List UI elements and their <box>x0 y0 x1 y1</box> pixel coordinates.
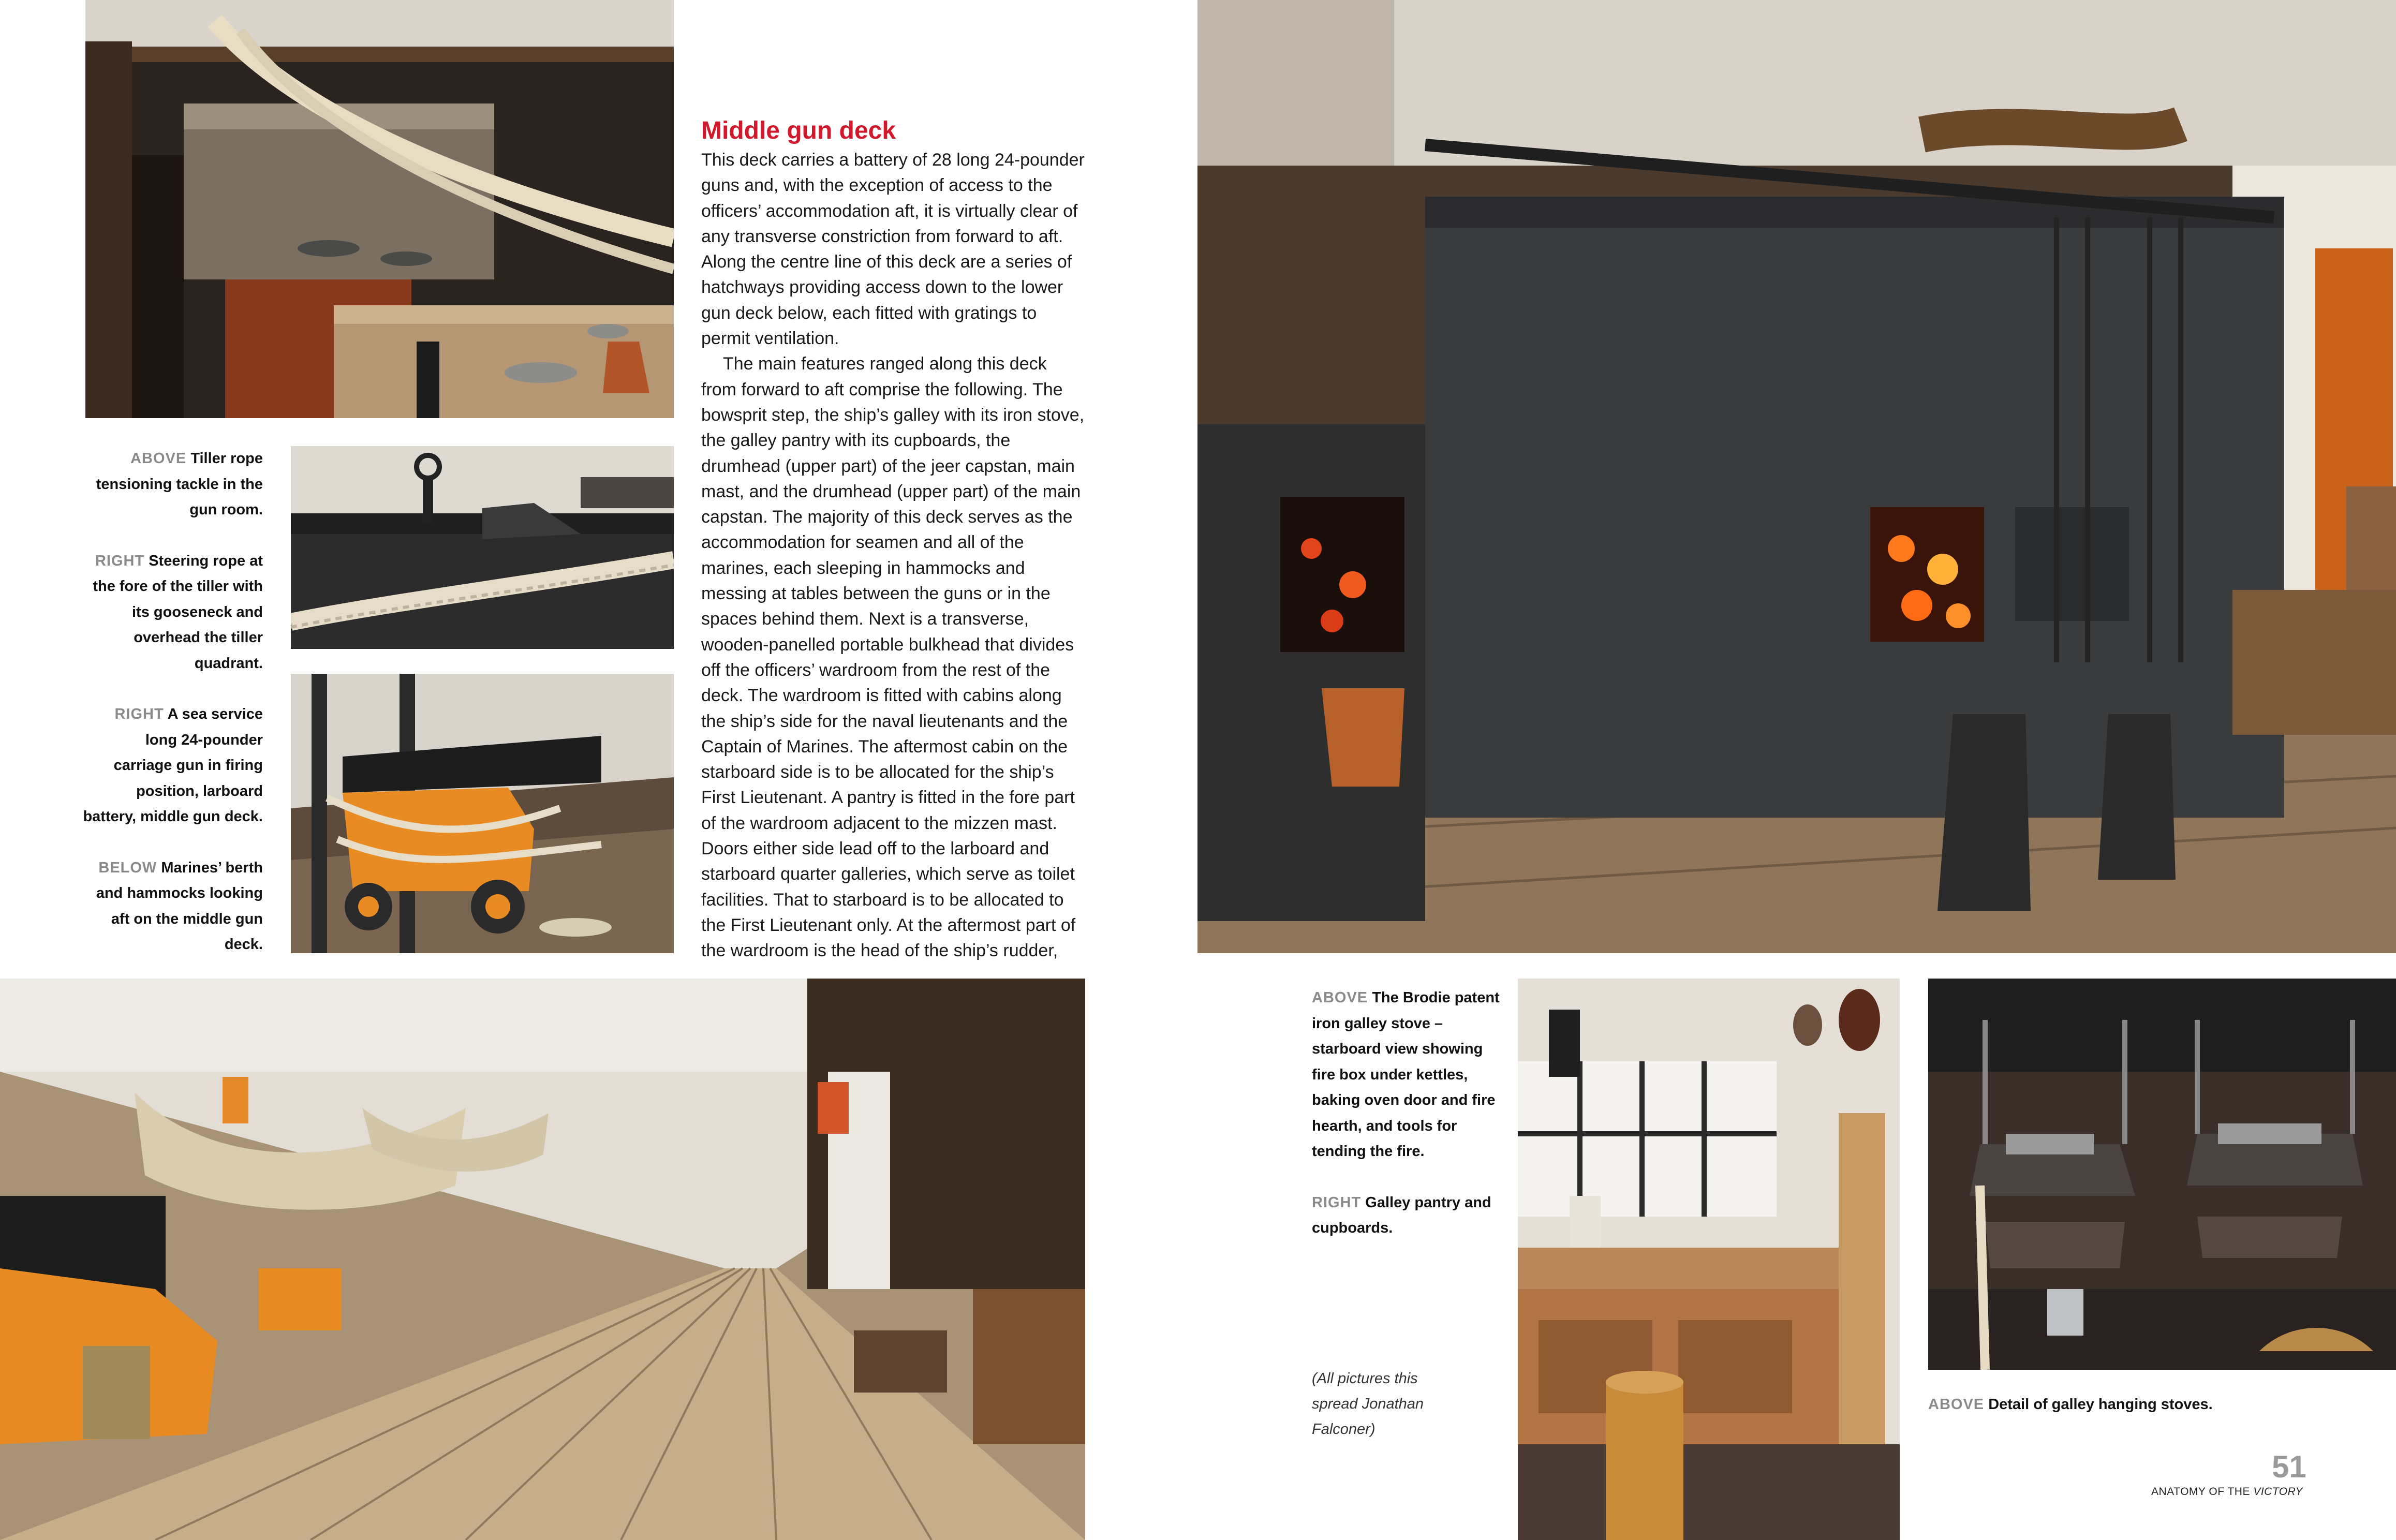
marines-berth-photo <box>0 979 1085 1540</box>
caption-text: Steering rope at the fore of the tiller with its gooseneck and overhead the tiller quadrant. <box>93 552 263 672</box>
hanging-stoves-photo <box>1928 979 2396 1370</box>
footer-prefix: ANATOMY OF THE <box>2151 1486 2254 1498</box>
caption-label: RIGHT <box>114 706 164 722</box>
caption-carriage-gun <box>83 702 263 830</box>
carriage-gun-photo <box>291 674 674 953</box>
caption-label: ABOVE <box>1312 989 1368 1006</box>
footer-title: VICTORY <box>2253 1486 2303 1498</box>
caption-tiller-tackle <box>83 446 263 523</box>
caption-text: Detail of galley hanging stoves. <box>1988 1396 2213 1413</box>
photo-credit: (All pictures this spread Jonathan Falconer) <box>1312 1370 1424 1438</box>
galley-pantry-photo <box>1518 979 1900 1540</box>
caption-text: Tiller rope tensioning tackle in the gun room. <box>96 450 263 518</box>
caption-label: RIGHT <box>1312 1194 1362 1211</box>
caption-galley-pantry <box>1312 1190 1501 1241</box>
running-footer <box>2151 1486 2303 1498</box>
caption-steering-rope <box>83 549 263 677</box>
caption-marines-berth <box>83 855 263 958</box>
caption-label: RIGHT <box>95 552 145 569</box>
caption-label: BELOW <box>98 859 157 876</box>
caption-label: ABOVE <box>130 450 187 467</box>
article-paragraph: This deck carries a battery of 28 long 24-pounder guns and, with the exception of access to the officers’ accommodation aft, it is virtually clear of any transverse constriction from forward to aft. Along the centre line of this deck are a series of hatchways providing access down to the lower gun deck below, each fitted with gratings to permit ventilation. <box>701 150 1085 349</box>
caption-text: A sea service long 24-pounder carriage gun in firing position, larboard battery, middle gun deck. <box>83 706 263 825</box>
gun-room-photo <box>85 0 674 418</box>
galley-stove-photo <box>1197 0 2396 953</box>
caption-galley-stove <box>1312 985 1501 1165</box>
caption-text: Marines’ berth and hammocks looking aft on the middle gun deck. <box>96 859 263 953</box>
page-number: 51 <box>2272 1449 2306 1484</box>
caption-text: The Brodie patent iron galley stove – starboard view showing fire box under kettles, baking oven door and fire hearth, and tools for tending the fire. <box>1312 989 1500 1160</box>
caption-text: Galley pantry and cupboards. <box>1312 1194 1491 1236</box>
article-paragraph: The main features ranged along this deck from forward to aft comprise the following. The bowsprit step, the ship’s galley with its iron stove, the galley pantry with its cupboards, the drumhead (upper part) of the jeer capstan, main mast, and the drumhead (upper part) of the main capstan. The majority of this deck serves as the accommodation for seamen and all of the marines, each sleeping in hammocks and messing at tables between the guns or in the spaces behind them. Next is a transverse, wooden-panelled portable bulkhead that divides off the officers’ wardroom from the rest of the deck. The wardroom is fitted with cabins along the ship’s side for the naval lieutenants and the Captain of Marines. The aftermost cabin on the starboard side is to be allocated for the ship’s First Lieutenant. A pantry is fitted in the fore part of the wardroom adjacent to the mizzen mast. Doors either side lead off to the larboard and starboard quarter galleries, which serve as toilet facilities. That to starboard is to be allocated to the First Lieutenant only. At the aftermost part of the wardroom is the head of the ship’s rudder, <box>701 354 1085 961</box>
left-caption-column <box>83 446 263 983</box>
caption-hanging-stoves <box>1928 1392 2396 1418</box>
article-heading: Middle gun deck <box>701 117 896 144</box>
article-middle-gun-deck <box>701 116 1087 964</box>
steering-rope-photo <box>291 446 674 649</box>
caption-label: ABOVE <box>1928 1396 1985 1413</box>
right-caption-column <box>1312 985 1501 1267</box>
